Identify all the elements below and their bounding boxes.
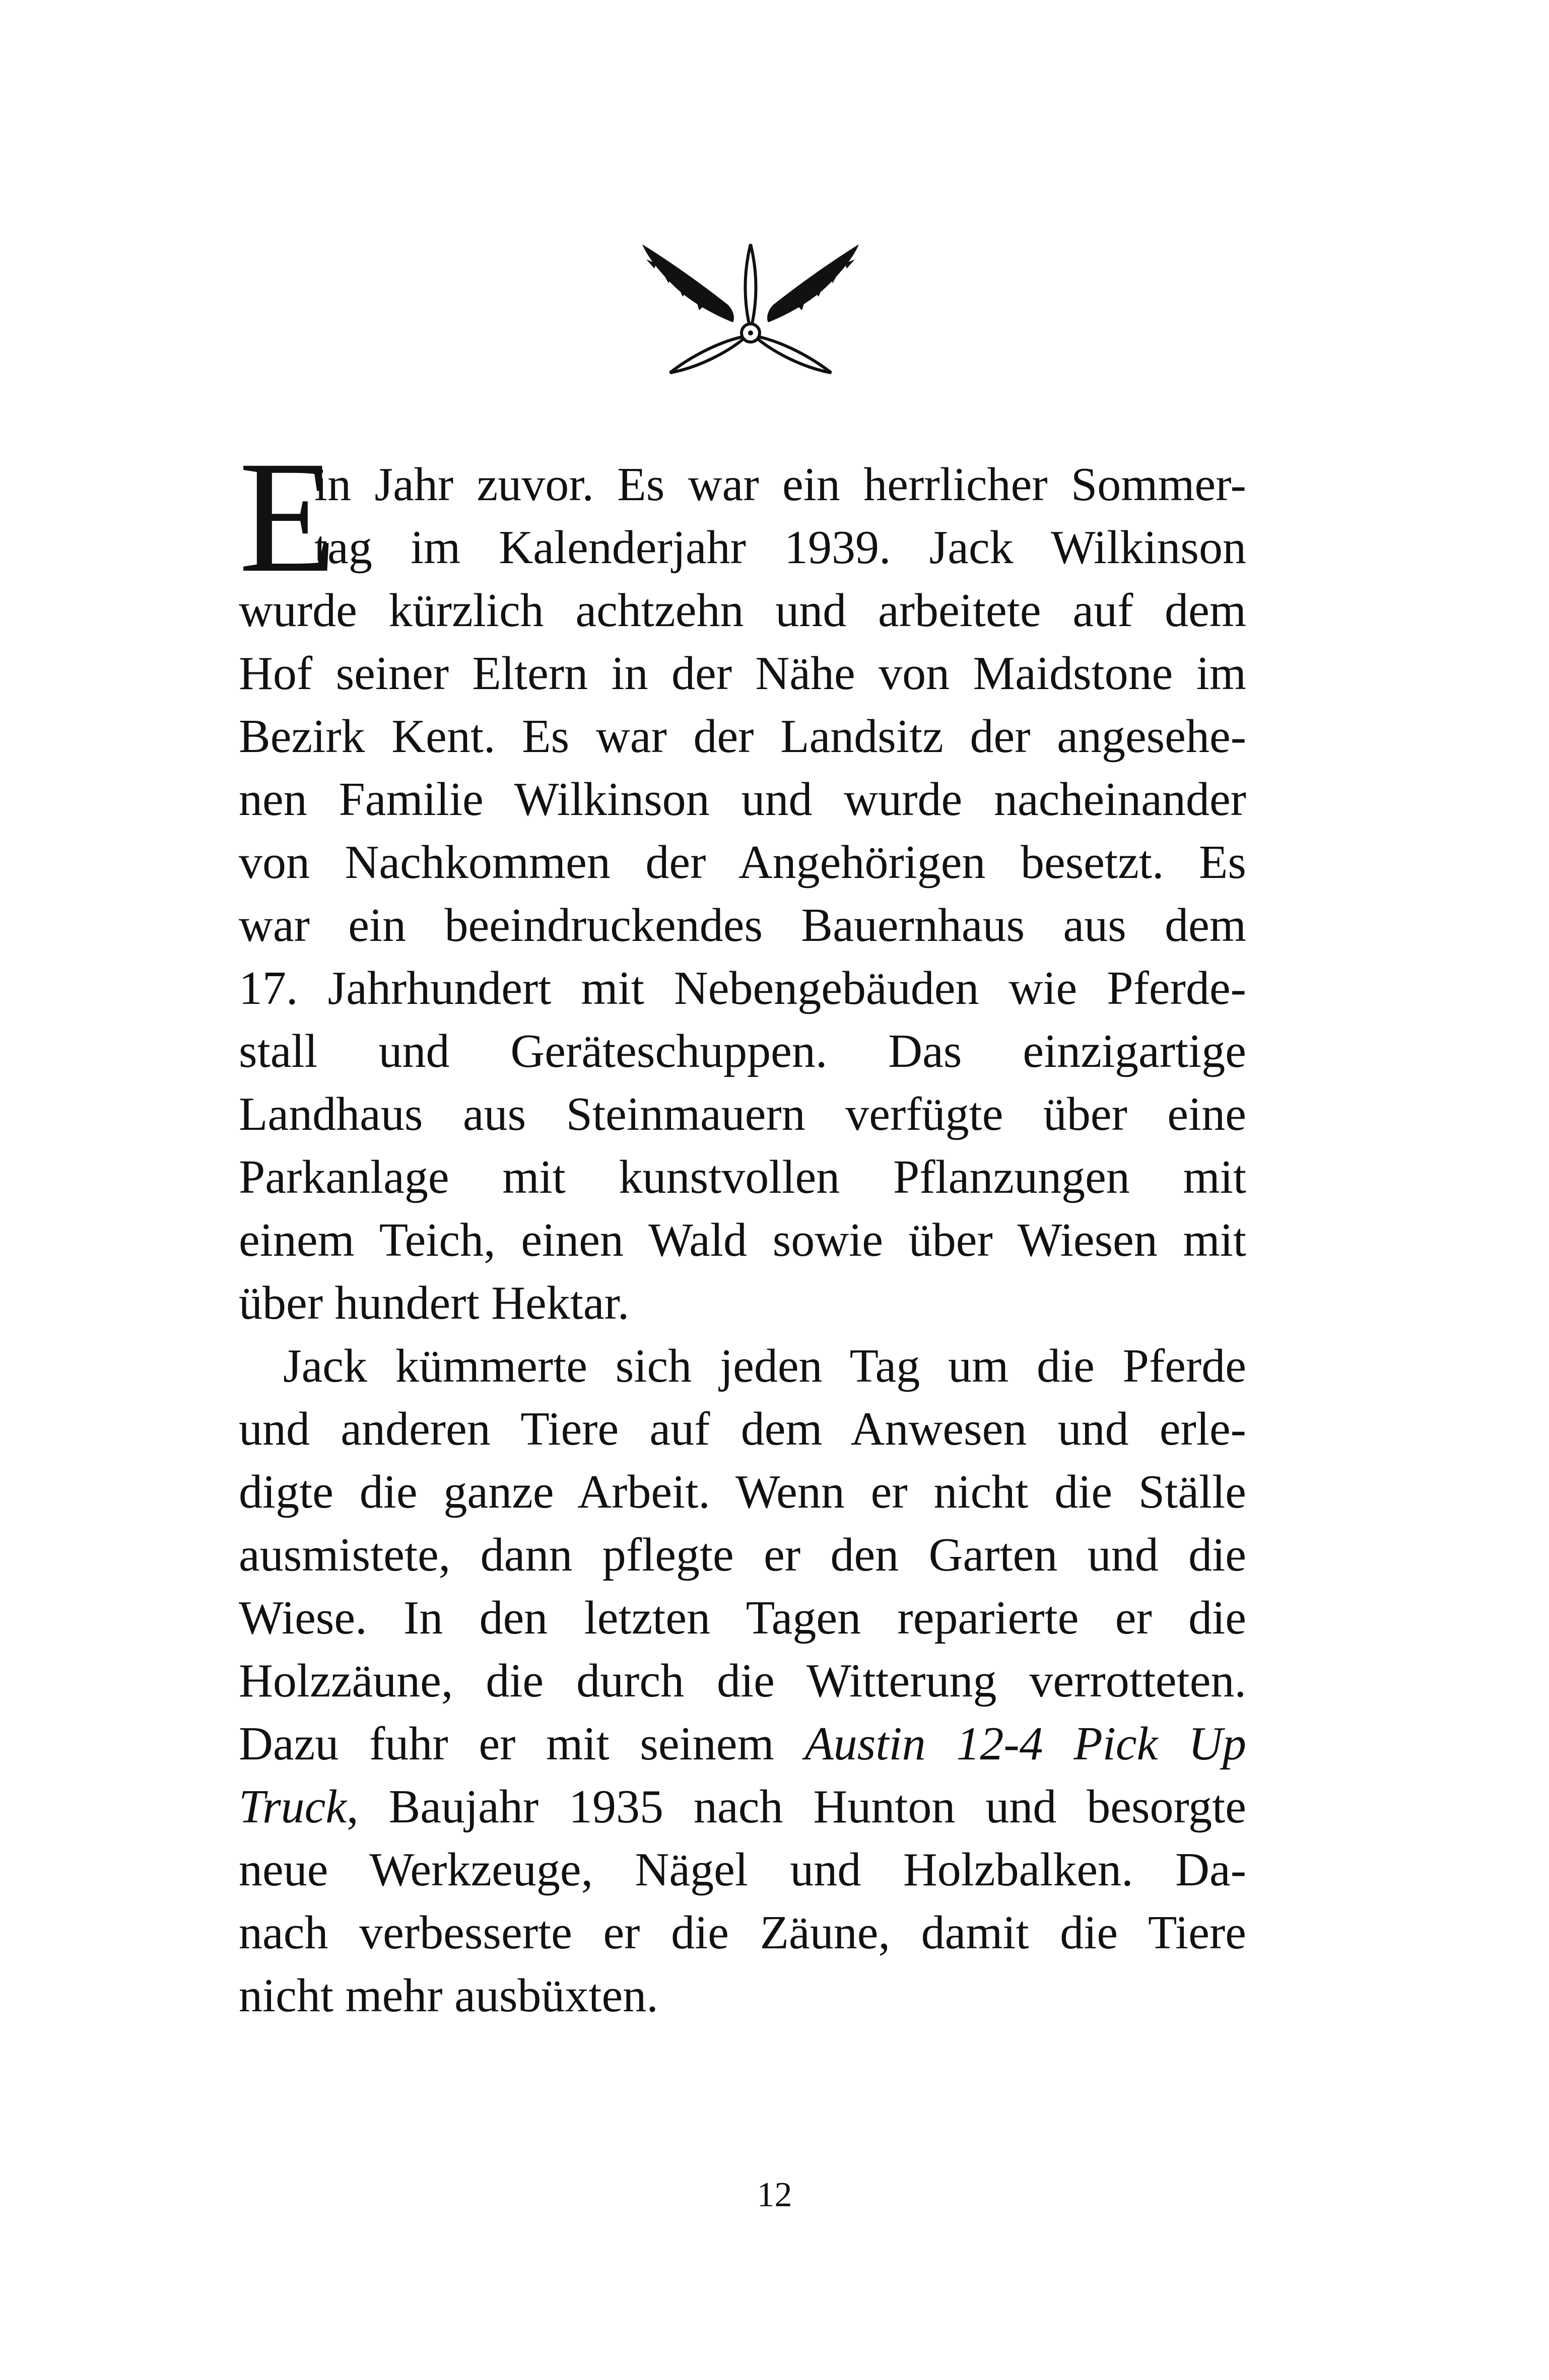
vehicle-name-italic: Austin 12-4 Pick Up xyxy=(804,1718,1247,1770)
vehicle-name-italic: Truck xyxy=(239,1781,347,1833)
text-line: ausmistete, dann pflegte er den Garten und die xyxy=(239,1529,1246,1581)
text-line: war ein beeindruckendes Bauernhaus aus dem xyxy=(239,899,1246,951)
text-line: und anderen Tiere auf dem Anwesen und erle- xyxy=(239,1403,1246,1455)
text-line: neue Werkzeuge, Nägel und Holzbalken. Da- xyxy=(239,1844,1246,1896)
text-line: Parkanlage mit kunstvollen Pflanzungen mit xyxy=(239,1151,1246,1203)
text-line: nen Familie Wilkinson und wurde nacheinander xyxy=(239,773,1246,826)
text-line: stall und Geräteschuppen. Das einzigartige xyxy=(239,1025,1246,1077)
text-line: tag im Kalenderjahr 1939. Jack Wilkinson xyxy=(314,521,1246,574)
text-line: einem Teich, einen Wald sowie über Wiesen mit xyxy=(239,1214,1246,1266)
text-line: in Jahr zuvor. Es war ein herrlicher Sommer- xyxy=(314,458,1246,511)
winged-propeller-icon xyxy=(632,229,869,390)
text-line: Landhaus aus Steinmauern verfügte über eine xyxy=(239,1088,1246,1140)
text-line: wurde kürzlich achtzehn und arbeitete auf dem xyxy=(239,584,1246,637)
text-line: Holzzäune, die durch die Witterung verrotteten. xyxy=(239,1655,1246,1707)
text-line: nicht mehr ausbüxten. xyxy=(239,1969,658,2022)
text-line-mixed xyxy=(239,1713,1246,1776)
text-line: über hundert Hektar. xyxy=(239,1277,630,1329)
page-number: 12 xyxy=(757,2175,792,2214)
text-line-mixed xyxy=(239,1776,1246,1839)
drop-cap: E xyxy=(239,428,337,605)
text-line: Bezirk Kent. Es war der Landsitz der angesehe- xyxy=(239,710,1246,763)
paragraph-2 xyxy=(239,1335,1246,2027)
text-line: 17. Jahrhundert mit Nebengebäuden wie Pferde- xyxy=(239,962,1246,1014)
paragraph-1 xyxy=(239,428,1246,1335)
text-line: Hof seiner Eltern in der Nähe von Maidstone im xyxy=(239,647,1246,700)
text-line: nach verbesserte er die Zäune, damit die Tiere xyxy=(239,1907,1246,1959)
text-line: Jack kümmerte sich jeden Tag um die Pferde xyxy=(283,1340,1246,1392)
body-text xyxy=(239,428,1247,2027)
text-line: digte die ganze Arbeit. Wenn er nicht die Ställe xyxy=(239,1466,1246,1518)
text-line: von Nachkommen der Angehörigen besetzt. Es xyxy=(239,836,1246,889)
text-segment: , Baujahr 1935 nach Hunton und besorgte xyxy=(347,1781,1246,1833)
text-segment: Dazu fuhr er mit seinem xyxy=(239,1718,805,1770)
text-line: Wiese. In den letzten Tagen reparierte er die xyxy=(239,1592,1246,1644)
